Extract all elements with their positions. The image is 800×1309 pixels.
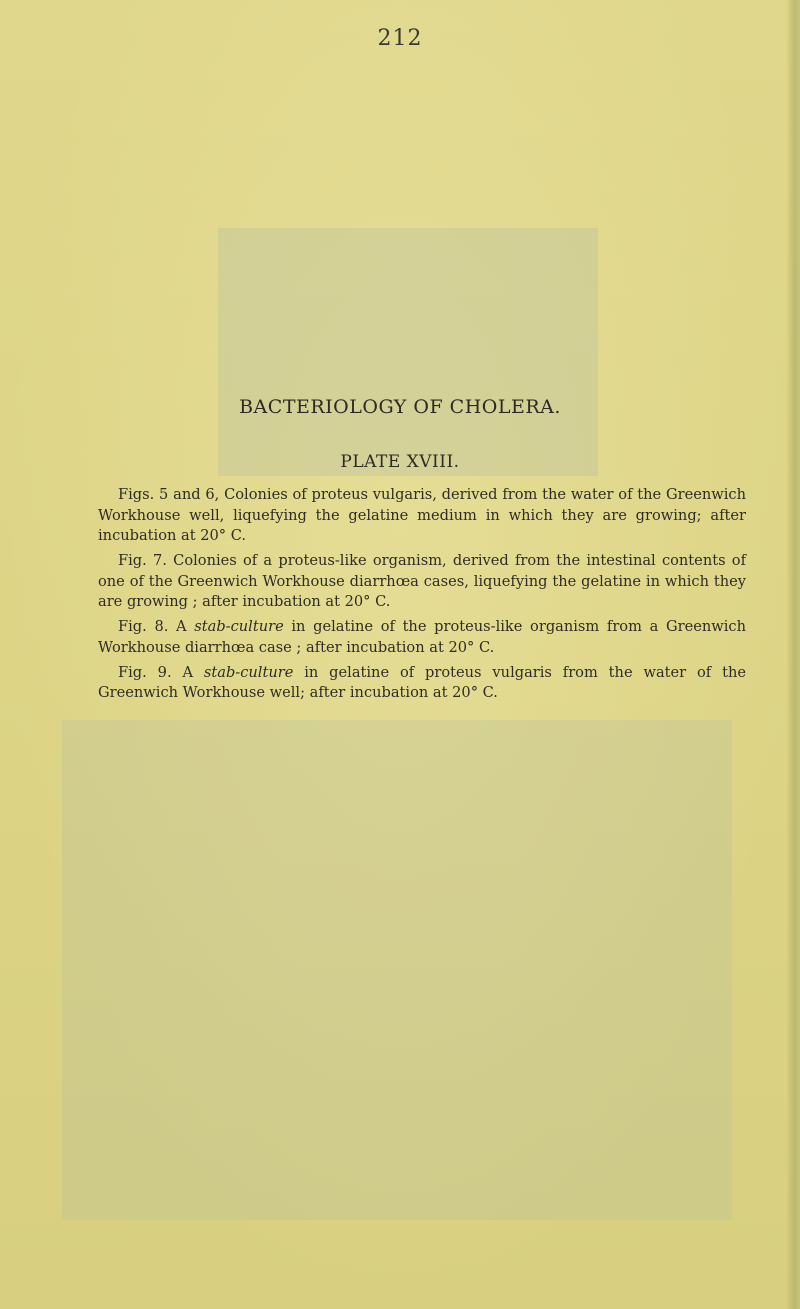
caption-figs-5-6: Figs. 5 and 6, Colonies of proteus vulgaris, derived from the water of the Greenwich Workhouse well, liquefying the gelatine medium in which they are growing; after incubation at 20° C.: [98, 486, 746, 544]
figure-captions: [98, 485, 746, 708]
page-edge: [786, 0, 800, 1309]
caption-fig-8-end: in gelatine of the proteus-like organism from a Greenwich Workhouse diarrhœa case ; after incubation at 20° C.: [98, 618, 747, 656]
section-heading: BACTERIOLOGY OF CHOLERA.: [239, 396, 561, 418]
plate-title: PLATE XVIII.: [340, 452, 460, 472]
show-through-plate-top: [218, 228, 598, 476]
caption-fig-8: [98, 617, 746, 658]
show-through-plate-bottom: [62, 720, 732, 1220]
caption-fig-9-end: in gelatine of proteus vulgaris from the water of the Greenwich Workhouse well; after incubation at 20° C.: [98, 663, 746, 701]
caption-fig-8-start: Fig. 8. A: [118, 618, 195, 635]
caption-fig-9-start: Fig. 9. A: [118, 663, 204, 681]
caption-fig-9-term: stab-culture: [203, 663, 294, 681]
caption-fig-9: [98, 663, 746, 704]
caption-fig-8-term: stab-culture: [194, 618, 284, 635]
caption-fig-7: Fig. 7. Colonies of a proteus-like organism, derived from the intestinal contents of one of the Greenwich Workhouse diarrhœa cases, liquefying the gelatine in which they are growing ; after incubation at 20° C.: [98, 552, 746, 610]
page-number: 212: [377, 26, 423, 51]
